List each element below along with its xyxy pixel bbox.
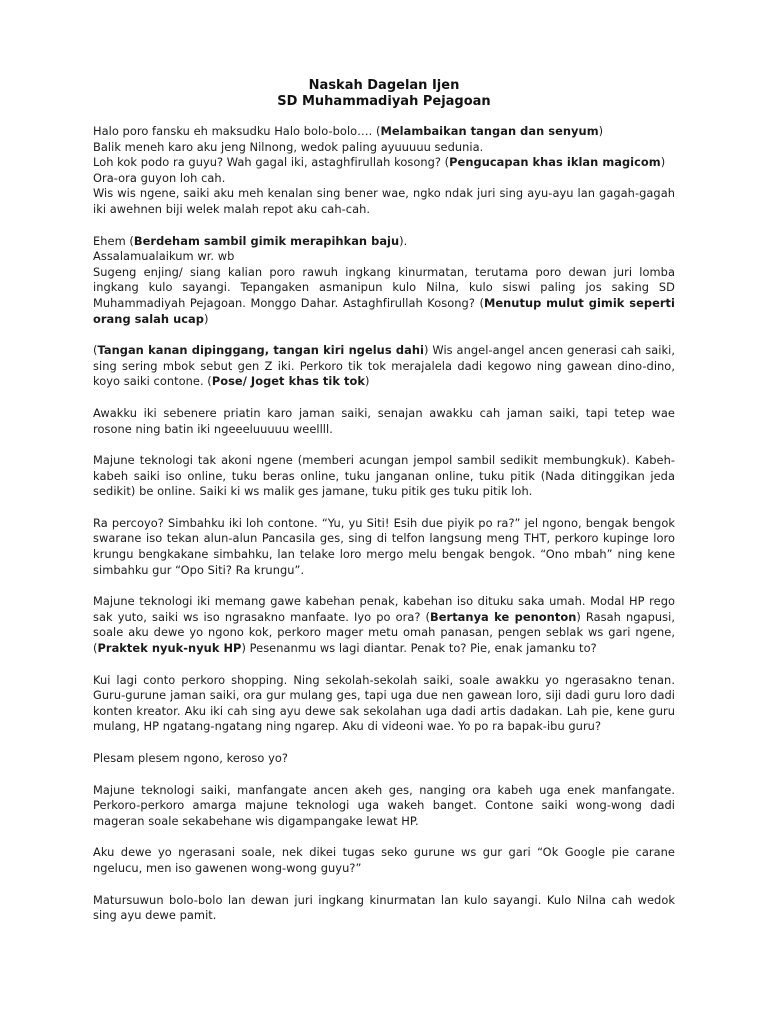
text-run: Aku dewe yo ngerasani soale, nek dikei tugas seko gurune ws gur gari “Ok Google pie carane ngelucu, men iso gawenen wong-wong guyu?” — [93, 845, 675, 875]
text-run: ) — [598, 124, 604, 138]
text-run: Kui lagi conto perkoro shopping. Ning sekolah-sekolah saiki, soale awakku yo ngerasakno tenan. Guru-gurune jaman saiki, ora gur mulang ges, tapi uga due nen gawean loro, siji dadi guru loro dadi konten kreator. Aku iki cah sing ayu dewe sak sekolahan uga dadi artis dadakan. Lah pie, kene guru mulang, HP ngatang-ngatang ning ngarep. Aku di videoni wae. Yo po ra bapak-ibu guru? — [93, 672, 675, 734]
text-run: ) — [365, 374, 370, 389]
paragraph — [93, 783, 675, 830]
text-run: Ora-ora guyon loh cah. — [93, 170, 226, 185]
stage-direction: Bertanya ke penonton — [430, 609, 577, 624]
paragraph — [93, 234, 675, 328]
text-run: ) — [660, 155, 666, 170]
paragraph — [93, 751, 675, 767]
paragraph-line — [93, 249, 675, 265]
paragraph — [93, 845, 675, 876]
paragraph — [93, 453, 675, 500]
document-page — [93, 78, 675, 940]
stage-direction: Praktek nyuk-nyuk HP — [97, 641, 242, 656]
paragraph — [93, 406, 675, 437]
paragraph-tail — [93, 265, 675, 326]
stage-direction: Menutup mulut gimik seperti orang salah ucap — [93, 295, 675, 326]
paragraph-line — [93, 171, 675, 187]
paragraph-line — [93, 155, 675, 171]
text-run: Loh kok podo ra guyu? Wah gagal iki, astaghfirullah kosong? ( — [93, 155, 450, 170]
title-line-1: Naskah Dagelan Ijen — [308, 78, 460, 93]
title-line-2: SD Muhammadiyah Pejagoan — [277, 94, 491, 109]
paragraph — [93, 594, 675, 656]
paragraph-line — [93, 124, 675, 140]
text-run: Ehem ( — [93, 233, 134, 248]
text-run: Majune teknologi saiki, manfangate ancen akeh ges, nanging ora kabeh uga enek manfangate. Perkoro-perkoro amarga majune teknologi uga wakeh banget. Contone saiki wong-wong dadi mageran soale sekabehane wis digampangake lewat HP. — [93, 782, 675, 828]
paragraph-line — [93, 234, 675, 250]
text-run: ) Rasah ngapusi, soale aku dewe yo ngono kok, perkoro mager metu omah panasan, pengen seblak ws gari ngene, ( — [93, 609, 675, 656]
text-run: Matursuwun bolo-bolo lan dewan juri ingkang kinurmatan lan kulo sayangi. Kulo Nilna cah wedok sing ayu dewe pamit. — [93, 892, 675, 923]
paragraph — [93, 516, 675, 578]
paragraph-line — [93, 140, 675, 156]
text-run: ). — [399, 233, 408, 248]
document-title — [93, 78, 675, 110]
paragraph-tail — [93, 186, 675, 216]
document-body — [93, 124, 675, 924]
text-run: Majune teknologi iki memang gawe kabehan penak, kabehan iso dituku saka umah. Modal HP rego sak yuto, saiki ws iso ngrasakno manfaate. Iyo po ora? ( — [93, 594, 675, 624]
text-run: ) — [204, 311, 209, 326]
text-run: Majune teknologi tak akoni ngene (memberi acungan jempol sambil sedikit membungkuk). Kabeh-kabeh saiki iso online, tuku beras online, tuku janganan online, tuku pitik (Nada ditinggikan jeda sedikit) be online. Saiki ki ws malik ges jamane, tuku pitik ges tuku pitik loh. — [93, 453, 675, 499]
text-run: Awakku iki sebenere priatin karo jaman saiki, senajan awakku cah jaman saiki, tapi tetep wae rosone ning batin iki ngeeeluuuuu weellll. — [93, 405, 675, 436]
paragraph — [93, 893, 675, 924]
stage-direction: Melambaikan tangan dan senyum — [380, 124, 599, 138]
text-run: Balik meneh karo aku jeng Nilnong, wedok paling ayuuuuu sedunia. — [93, 139, 484, 154]
stage-direction: Pengucapan khas iklan magicom — [449, 155, 661, 170]
text-run: ) Pesenanmu ws lagi diantar. Penak to? Pie, enak jamanku to? — [241, 641, 597, 656]
text-run: ( — [93, 343, 98, 358]
stage-direction: Berdeham sambil gimik merapihkan baju — [133, 233, 400, 248]
text-run: Sugeng enjing/ siang kalian poro rawuh ingkang kinurmatan, terutama poro dewan juri lomba ingkang kulo sayangi. Tepangaken asmanipun kulo Nilna, kulo siswi paling jos saking SD Muhammadiyah Pejagoan. Monggo Dahar. Astaghfirullah Kosong? ( — [93, 264, 675, 310]
paragraph — [93, 124, 675, 218]
stage-direction: Tangan kanan dipinggang, tangan kiri ngelus dahi — [97, 343, 424, 358]
stage-direction: Pose/ Joget khas tik tok — [211, 374, 366, 389]
text-run: Plesam plesem ngono, keroso yo? — [93, 751, 289, 765]
paragraph — [93, 673, 675, 735]
text-run: ) Wis angel-angel ancen generasi cah saiki, sing sering mbok sebut gen Z iki. Perkoro tik tok merajalela dadi kegowo ning gawean dino-dino, koyo saiki contone. ( — [93, 343, 675, 389]
text-run: Halo poro fansku eh maksudku Halo bolo-bolo…. ( — [93, 124, 381, 138]
text-run: Wis wis ngene, saiki aku meh kenalan sing bener wae, ngko ndak juri sing ayu-ayu lan gagah-gagah iki awehnen biji welek malah repot aku cah-cah. — [93, 186, 675, 216]
paragraph — [93, 343, 675, 390]
text-run: Ra percoyo? Simbahku iki loh contone. “Yu, yu Siti! Esih due piyik po ra?” jel ngono, bengak bengok swarane iso tekan alun-alun Pancasila ges, sing di telfon langsung meng THT, perkoro kupinge loro krungu bengkakane simbahku, lan telake loro mergo melu bengak bengok. “Ono mbah” ning kene simbahku gur “Opo Siti? Ra krungu”. — [93, 515, 675, 577]
text-run: Assalamualaikum wr. wb — [93, 249, 235, 264]
